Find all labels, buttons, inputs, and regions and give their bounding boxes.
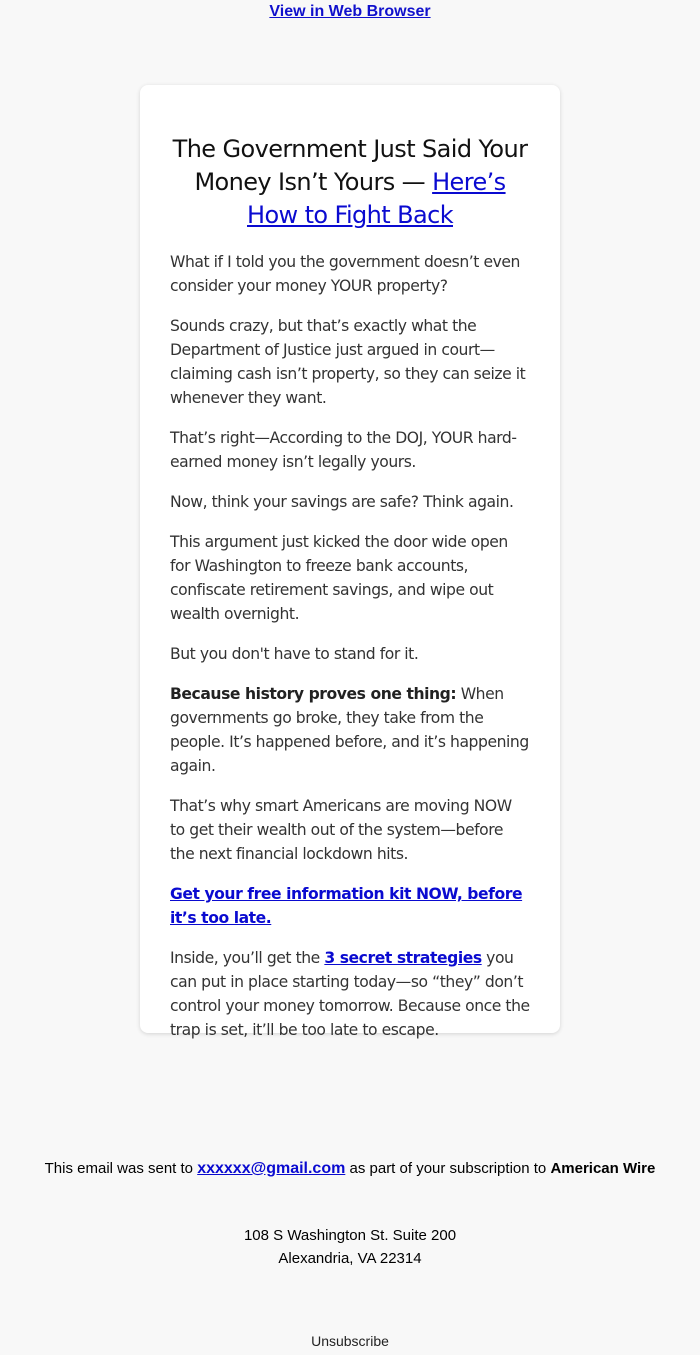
- paragraph-10-start: Inside, you’ll get the: [170, 949, 325, 967]
- paragraph-10-end: you can put in place starting today—so “they” don’t control your money tomorrow. Because once the trap is set, it’ll be too late to escape.: [170, 949, 530, 1039]
- paragraph-7: [170, 682, 530, 778]
- paragraph-2: Sounds crazy, but that’s exactly what the Department of Justice just argued in court—claiming cash isn’t property, so they can seize it whenever they want.: [170, 317, 526, 407]
- paragraph-4: Now, think your savings are safe? Think again.: [170, 493, 514, 511]
- paragraph-3: That’s right—According to the DOJ, YOUR hard-earned money isn’t legally yours.: [170, 429, 517, 471]
- address-line-1: 108 S Washington St. Suite 200: [243, 1227, 457, 1244]
- headline-text: The Government Just Said Your Money Isn’t Yours —: [172, 135, 528, 196]
- paragraph-7-text: When governments go broke, they take from the people. It’s happened before, and it’s happening again.: [170, 685, 529, 775]
- paragraph-10: [170, 946, 530, 1042]
- publisher-name: American Wire: [550, 1160, 656, 1177]
- headline-link[interactable]: Here’s How to Fight Back: [247, 168, 506, 229]
- paragraph-8: That’s why smart Americans are moving NOW to get their wealth out of the system—before the next financial lockdown hits.: [170, 797, 512, 863]
- footer-address: [0, 1224, 700, 1270]
- view-in-browser-bar: [0, 2, 700, 22]
- email-card: [140, 85, 560, 1039]
- unsubscribe-link[interactable]: Unsubscribe: [311, 1333, 389, 1349]
- paragraph-6: But you don't have to stand for it.: [170, 645, 419, 663]
- paragraph-7-bold: Because history proves one thing:: [170, 685, 457, 703]
- sent-prefix: This email was sent to: [44, 1160, 198, 1177]
- free-kit-link[interactable]: Get your free information kit NOW, before it’s too late.: [170, 885, 523, 927]
- footer-sent-notice: [0, 1157, 700, 1180]
- secret-strategies-link[interactable]: 3 secret strategies: [324, 949, 482, 967]
- headline: [170, 133, 530, 232]
- view-in-browser-link[interactable]: View in Web Browser: [269, 3, 431, 20]
- cta-paragraph: [170, 882, 530, 930]
- address-line-2: Alexandria, VA 22314: [278, 1250, 422, 1267]
- recipient-email-link[interactable]: xxxxxx@gmail.com: [197, 1160, 346, 1177]
- paragraph-1: What if I told you the government doesn’t even consider your money YOUR property?: [170, 253, 520, 295]
- sent-middle: as part of your subscription to: [345, 1160, 551, 1177]
- paragraph-5: This argument just kicked the door wide open for Washington to freeze bank accounts, confiscate retirement savings, and wipe out wealth overnight.: [170, 533, 508, 623]
